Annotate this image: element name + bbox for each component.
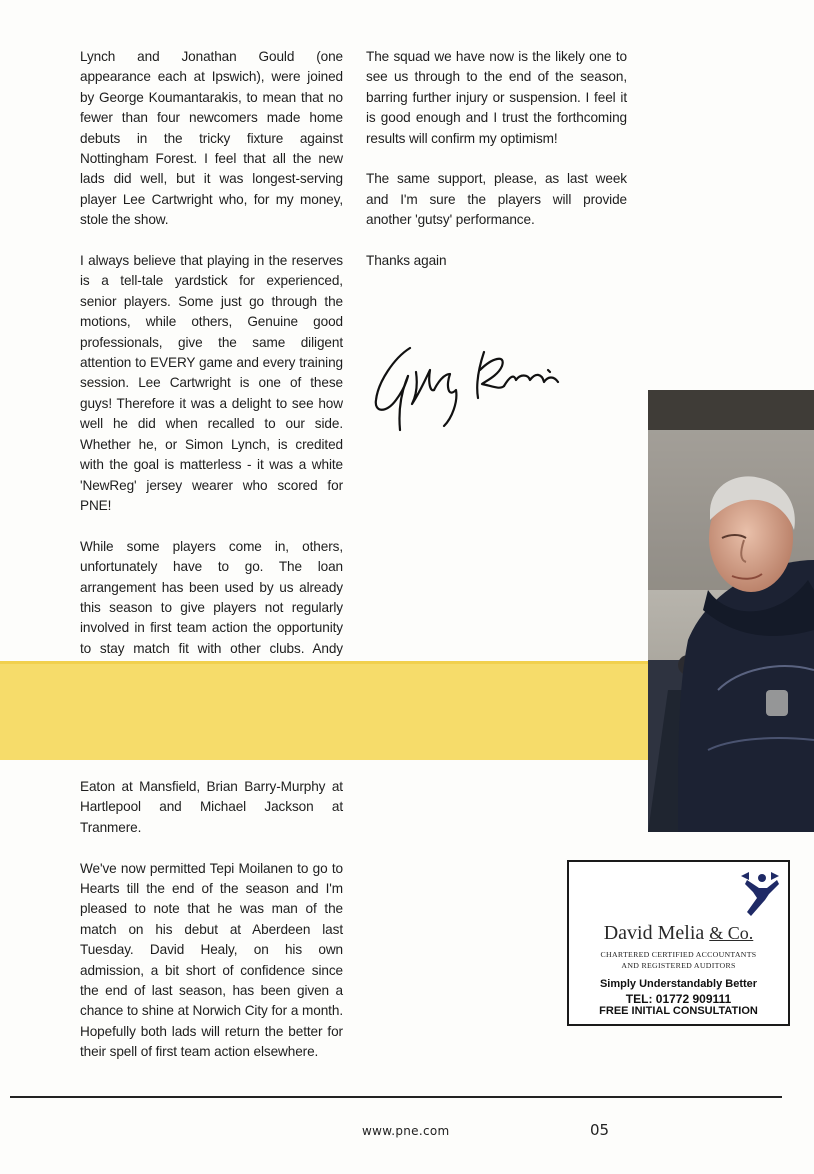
advert-offer: FREE INITIAL CONSULTATION: [599, 1005, 758, 1017]
accountants-advert: [567, 860, 790, 1026]
footer-divider: [10, 1096, 782, 1098]
page-number: 05: [590, 1121, 610, 1139]
article-paragraph: Lynch and Jonathan Gould (one appearance each at Ipswich), were joined by George Koumantarakis, to mean that no fewer than four newcomers made home debuts in the tricky fixture against Nottingham Forest. I feel that all the new lads did well, but it was longest-serving player Lee Cartwright who, for my money, stole the show.: [80, 49, 343, 228]
article-paragraph: We've now permitted Tepi Moilanen to go to Hearts till the end of the season and I'm pleased to note that he was man of the match on his debut at Aberdeen last Tuesday. David Healy, on his own admission, a bit short of confidence since the end of last season, has been given a chance to shine at Norwich City for a month. Hopefully both lads will return the better for their spell of first team action elsewhere.: [80, 860, 343, 1060]
advert-telephone: TEL: 01772 909111: [625, 992, 732, 1006]
article-column-bottom: [80, 777, 343, 1083]
advert-subtitle: CHARTERED CERTIFIED ACCOUNTANTS: [600, 950, 757, 959]
advert-tagline: Simply Understandably Better: [599, 978, 758, 990]
article-paragraph: The squad we have now is the likely one to see us through to the end of the season, barring further injury or suspension. I feel it is good enough and I trust the forthcoming results will confirm my optimism!: [366, 49, 627, 146]
advert-amp-co: & Co.: [709, 923, 754, 943]
decorative-band: [0, 661, 650, 760]
article-paragraph: The same support, please, as last week and I'm sure the players will provide another 'gutsy' performance.: [366, 171, 627, 228]
manager-signature: [372, 330, 572, 440]
advert-company-name: [569, 922, 788, 945]
article-paragraph: Eaton at Mansfield, Brian Barry-Murphy at Hartlepool and Michael Jackson at Tranmere.: [80, 779, 343, 835]
manager-photo: [648, 390, 814, 832]
advert-subtitle: AND REGISTERED AUDITORS: [621, 961, 736, 970]
article-paragraph: While some players come in, others, unfortunately have to go. The loan arrangement has been used by us already this season to give players not regularly involved in first team action the opportunity to stay match fit with other clubs. Andy: [80, 538, 343, 656]
article-column-right: [366, 47, 627, 292]
advert-name-text: David Melia: [603, 922, 705, 944]
figure-logo-icon: [737, 870, 783, 920]
article-paragraph: I always believe that playing in the reserves is a tell-tale yardstick for experienced, senior players. Some just go through the motions, while others, Genuine good professionals, give the same diligent attention to EVERY game and every training session. Lee Cartwright is one of these guys! Therefore it was a delight to see how well he did when recalled to our side. Whether he, or Simon Lynch, is credited with the goal is matterless - it was a white 'NewReg' jersey wearer who scored for PNE!: [80, 253, 343, 513]
article-column-left: [80, 47, 343, 700]
sign-off: Thanks again: [366, 253, 447, 269]
footer-url: www.pne.com: [362, 1124, 450, 1138]
